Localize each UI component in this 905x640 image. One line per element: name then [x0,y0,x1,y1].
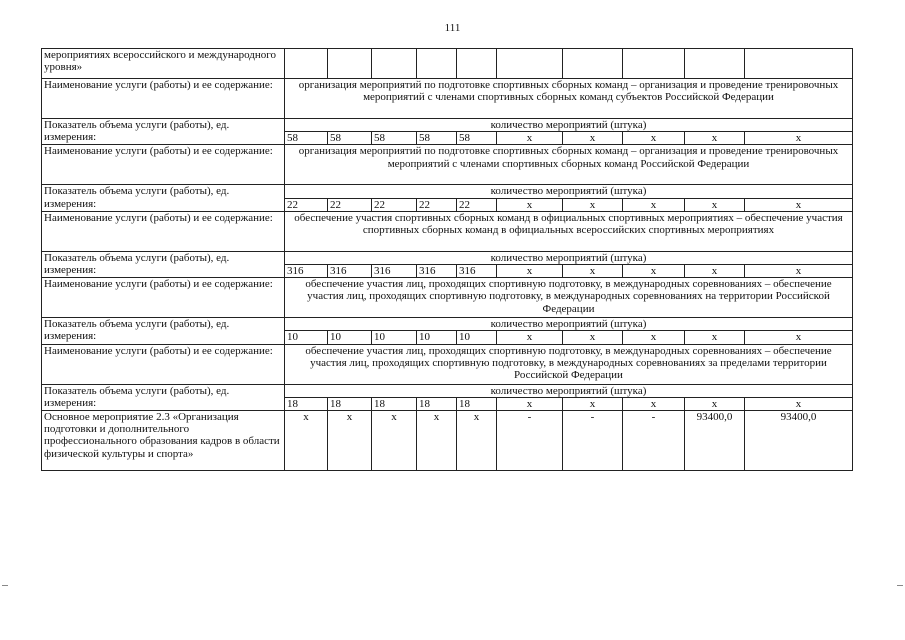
final-value-cell: - [623,411,685,471]
value-cell: 58 [285,132,328,145]
value-cell: х [685,265,745,278]
value-cell: х [685,331,745,344]
service-description: обеспечение участия спортивных сборных команд в официальных спортивных мероприятиях – обеспечение участия спортивных сборных команд в официальных всероссийских спортивных мероприятиях [285,211,853,251]
service-description: обеспечение участия лиц, проходящих спортивную подготовку, в международных соревнованиях – обеспечение участия лиц, проходящих спортивную подготовку, в международных соревнованиях за пределами территории Российской Федерации [285,344,853,384]
final-value-cell: х [417,411,457,471]
service-label: Наименование услуги (работы) и ее содержание: [42,211,285,251]
value-cell: х [623,265,685,278]
empty-cell [563,49,623,79]
indicator-unit: количество мероприятий (штука) [285,318,853,331]
indicator-row [42,318,853,331]
indicator-unit: количество мероприятий (штука) [285,384,853,397]
value-cell: х [497,198,563,211]
empty-cell [285,49,328,79]
service-row [42,79,853,119]
value-cell: 22 [328,198,372,211]
service-description: организация мероприятий по подготовке спортивных сборных команд – организация и проведение тренировочных мероприятий с членами спортивных сборных команд Российской Федерации [285,145,853,185]
empty-cell [497,49,563,79]
final-value-cell: х [328,411,372,471]
indicator-label: Показатель объема услуги (работы), ед. измерения: [42,318,285,344]
value-cell: 10 [372,331,417,344]
budget-table [41,48,853,471]
indicator-row [42,119,853,132]
scan-edge-mark [2,585,8,586]
value-cell: 316 [372,265,417,278]
empty-cell [372,49,417,79]
value-cell: х [497,397,563,410]
value-cell: х [563,397,623,410]
final-value-cell: х [372,411,417,471]
value-cell: 22 [372,198,417,211]
value-cell: 58 [417,132,457,145]
final-value-cell: х [285,411,328,471]
service-row [42,344,853,384]
value-cell: х [685,132,745,145]
empty-cell [745,49,853,79]
indicator-row [42,384,853,397]
indicator-label: Показатель объема услуги (работы), ед. измерения: [42,119,285,145]
value-cell: 10 [285,331,328,344]
value-cell: х [497,132,563,145]
final-value-cell: х [457,411,497,471]
continuation-label: мероприятиях всероссийского и международного уровня» [42,49,285,79]
value-cell: х [563,198,623,211]
service-label: Наименование услуги (работы) и ее содержание: [42,278,285,318]
value-cell: х [745,265,853,278]
value-cell: 316 [457,265,497,278]
final-value-cell: - [563,411,623,471]
value-cell: х [497,265,563,278]
value-cell: х [745,331,853,344]
indicator-label: Показатель объема услуги (работы), ед. измерения: [42,251,285,277]
indicator-label: Показатель объема услуги (работы), ед. измерения: [42,384,285,410]
indicator-unit: количество мероприятий (штука) [285,185,853,198]
indicator-unit: количество мероприятий (штука) [285,119,853,132]
empty-cell [328,49,372,79]
service-label: Наименование услуги (работы) и ее содержание: [42,79,285,119]
value-cell: 18 [285,397,328,410]
service-label: Наименование услуги (работы) и ее содержание: [42,344,285,384]
service-description: организация мероприятий по подготовке спортивных сборных команд – организация и проведение тренировочных мероприятий с членами спортивных сборных команд субъектов Российской Федерации [285,79,853,119]
value-cell: х [745,132,853,145]
value-cell: х [563,132,623,145]
value-cell: х [623,132,685,145]
final-value-cell: 93400,0 [685,411,745,471]
value-cell: 58 [457,132,497,145]
value-cell: х [745,198,853,211]
value-cell: 10 [417,331,457,344]
value-cell: 18 [328,397,372,410]
value-cell: 316 [285,265,328,278]
value-cell: 18 [417,397,457,410]
value-cell: 22 [417,198,457,211]
table-body [42,49,853,471]
value-cell: 22 [285,198,328,211]
page-number: 111 [444,22,461,34]
value-cell: 58 [328,132,372,145]
value-cell: х [497,331,563,344]
final-row [42,411,853,471]
service-label: Наименование услуги (работы) и ее содержание: [42,145,285,185]
value-cell: 316 [417,265,457,278]
value-cell: 10 [328,331,372,344]
service-row [42,145,853,185]
value-cell: 58 [372,132,417,145]
indicator-row [42,251,853,264]
indicator-row [42,185,853,198]
empty-cell [457,49,497,79]
value-cell: 316 [328,265,372,278]
service-row [42,278,853,318]
final-value-cell: 93400,0 [745,411,853,471]
empty-cell [417,49,457,79]
service-row [42,211,853,251]
empty-cell [685,49,745,79]
indicator-unit: количество мероприятий (штука) [285,251,853,264]
value-cell: х [563,265,623,278]
value-cell: 18 [457,397,497,410]
final-value-cell: - [497,411,563,471]
value-cell: х [685,198,745,211]
value-cell: х [623,397,685,410]
value-cell: х [745,397,853,410]
final-row-label: Основное мероприятие 2.3 «Организация подготовки и дополнительного профессионального образования кадров в области физической культуры и спорта» [42,411,285,471]
value-cell: 18 [372,397,417,410]
value-cell: х [623,331,685,344]
value-cell: х [685,397,745,410]
value-cell: х [623,198,685,211]
continuation-row [42,49,853,79]
value-cell: х [563,331,623,344]
empty-cell [623,49,685,79]
value-cell: 10 [457,331,497,344]
indicator-label: Показатель объема услуги (работы), ед. измерения: [42,185,285,211]
scan-edge-mark [897,585,903,586]
value-cell: 22 [457,198,497,211]
service-description: обеспечение участия лиц, проходящих спортивную подготовку, в международных соревнованиях – обеспечение участия лиц, проходящих спортивную подготовку, в международных соревнованиях на территории Российской Федерации [285,278,853,318]
